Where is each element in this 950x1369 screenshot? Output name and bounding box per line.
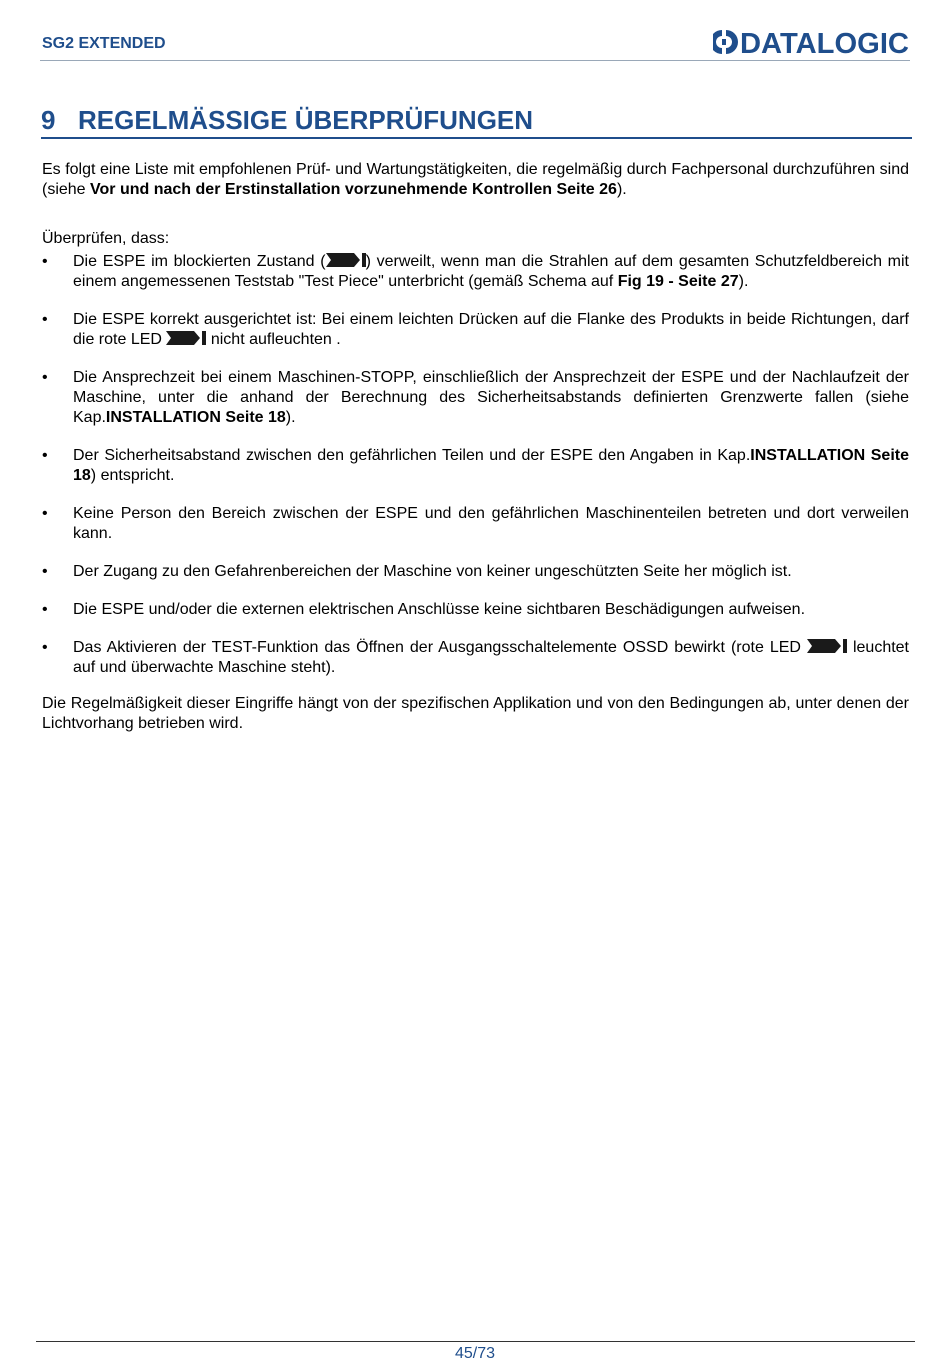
- page-content: [42, 160, 909, 734]
- list-item: [42, 310, 909, 350]
- item-text: Die ESPE im blockierten Zustand (: [73, 253, 326, 270]
- list-item: [42, 504, 909, 544]
- check-intro: Überprüfen, dass:: [42, 230, 170, 247]
- checklist: [42, 252, 909, 678]
- cross-reference-link[interactable]: INSTALLATION Seite 18: [105, 409, 286, 426]
- bullet: •: [42, 253, 48, 270]
- intro-paragraph: [42, 160, 909, 200]
- item-text: ).: [285, 409, 296, 426]
- bullet: •: [42, 601, 48, 618]
- red-led-icon: [166, 331, 206, 345]
- logo-text: DATALOGIC: [740, 28, 910, 56]
- document-title: SG2 EXTENDED: [42, 35, 166, 52]
- item-text: Der Sicherheitsabstand zwischen den gefährlichen Teilen und der ESPE den Angaben in Kap.: [73, 447, 751, 464]
- item-text: Keine Person den Bereich zwischen der ESPE und den gefährlichen Maschinenteilen betreten und dort verweilen kann.: [73, 505, 909, 542]
- intro-text: Es folgt eine Liste mit empfohlenen Prüf- und Wartungstätigkeiten, die regelmäßig durch Fachpersonal durchzuführen sind (siehe: [42, 161, 909, 198]
- red-led-icon: [807, 639, 847, 653]
- item-text: leuchtet auf und überwachte Maschine steht).: [73, 639, 910, 676]
- item-text: Das Aktivieren der TEST-Funktion das Öffnen der Ausgangsschaltelemente OSSD bewirkt (rote LED: [73, 639, 807, 656]
- chapter-heading: [41, 104, 911, 136]
- bullet: •: [42, 369, 48, 386]
- list-item: [42, 446, 909, 486]
- heading-divider: [41, 137, 912, 139]
- list-item: [42, 368, 909, 428]
- item-text: nicht aufleuchten .: [206, 331, 341, 348]
- list-item: [42, 562, 909, 582]
- item-text: ).: [738, 273, 749, 290]
- cross-reference-link[interactable]: Vor und nach der Erstinstallation vorzunehmende Kontrollen Seite 26: [90, 181, 617, 198]
- chapter-number: 9: [41, 105, 56, 135]
- page-number: 45/73: [454, 1345, 496, 1362]
- closing-paragraph: Die Regelmäßigkeit dieser Eingriffe hängt von der spezifischen Applikation und von den Bedingungen ab, unter denen der Lichtvorhang betrieben wird.: [42, 695, 909, 732]
- datalogic-logo: [713, 28, 911, 56]
- bullet: •: [42, 311, 48, 328]
- cross-reference-link[interactable]: Fig 19 - Seite 27: [617, 273, 739, 290]
- bullet: •: [42, 505, 48, 522]
- red-led-icon: [326, 253, 366, 267]
- list-item: [42, 600, 909, 620]
- list-item: [42, 252, 909, 292]
- footer-divider: [36, 1341, 915, 1342]
- item-text: Die Ansprechzeit bei einem Maschinen-STOPP, einschließlich der Ansprechzeit der ESPE und der Nachlaufzeit der Maschine, unter die anhand der Berechnung des Sicherheitsabstands definierten Grenzwerte fallen (siehe Kap.: [73, 369, 909, 426]
- item-text: Die ESPE und/oder die externen elektrischen Anschlüsse keine sichtbaren Beschädigungen aufweisen.: [73, 601, 806, 618]
- chapter-title: REGELMÄSSIGE ÜBERPRÜFUNGEN: [78, 105, 534, 135]
- header-divider: [40, 60, 910, 61]
- list-item: [42, 638, 909, 678]
- item-text: Die ESPE korrekt ausgerichtet ist: Bei einem leichten Drücken auf die Flanke des Produkts in beide Richtungen, darf die rote LED: [73, 311, 909, 348]
- cross-reference-link[interactable]: INSTALLATION Seite 18: [73, 447, 909, 484]
- bullet: •: [42, 563, 48, 580]
- intro-text-end: ).: [616, 181, 627, 198]
- item-text: ) entspricht.: [90, 467, 175, 484]
- item-text: ) verweilt, wenn man die Strahlen auf dem gesamten Schutzfeldbereich mit einem angemessenen Teststab "Test Piece" unterbricht (gemäß Schema auf: [73, 253, 909, 290]
- bullet: •: [42, 447, 48, 464]
- bullet: •: [42, 639, 48, 656]
- item-text: Der Zugang zu den Gefahrenbereichen der Maschine von keiner ungeschützten Seite her möglich ist.: [73, 563, 792, 580]
